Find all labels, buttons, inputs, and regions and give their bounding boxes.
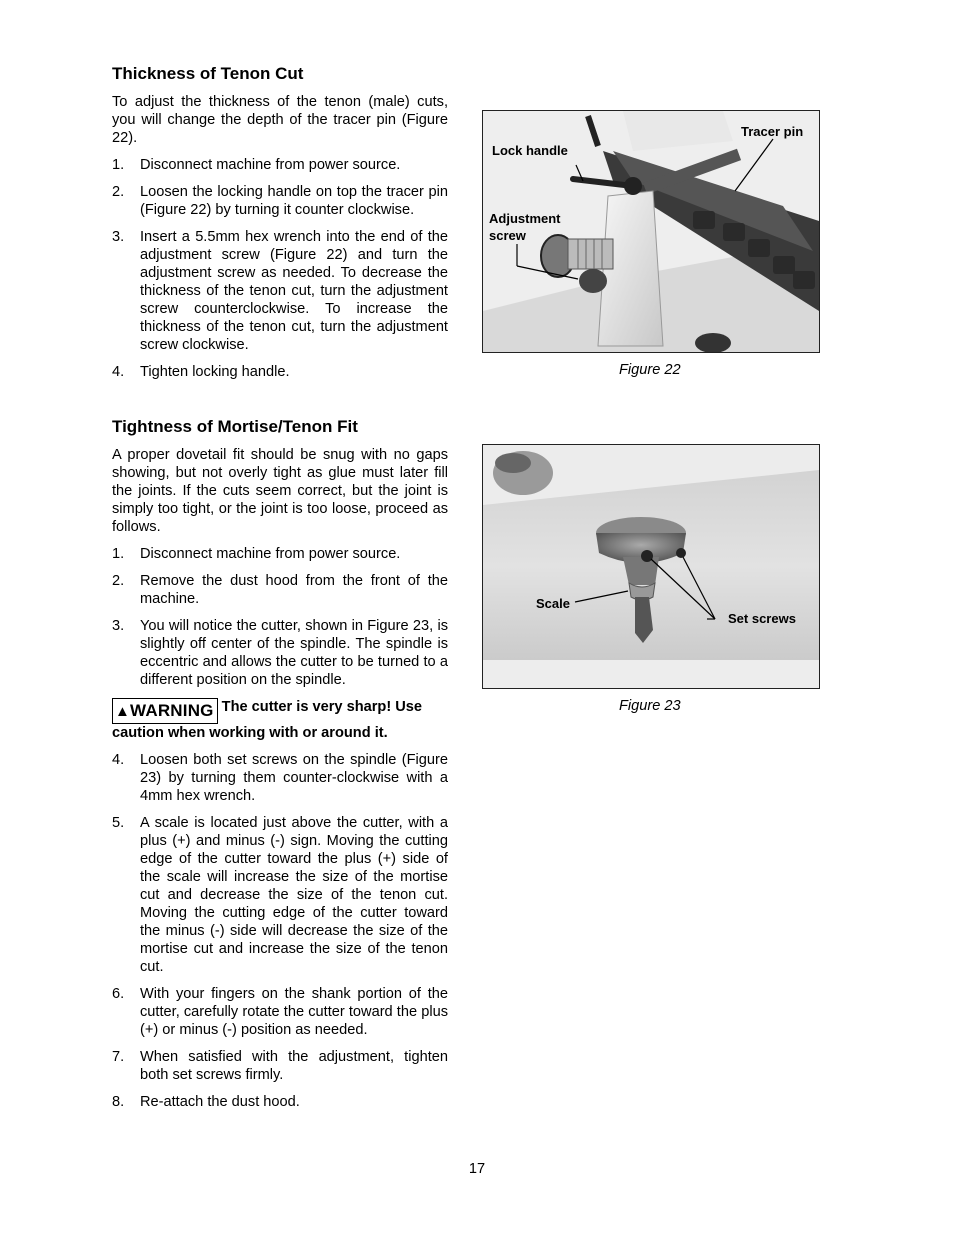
section-heading-fit: Tightness of Mortise/Tenon Fit: [112, 417, 358, 436]
list-item: 6. With your fingers on the shank portion of the cutter, carefully rotate the cutter toward the plus (+) or minus (-) position as needed.: [112, 986, 448, 1038]
list-item: 3. Insert a 5.5mm hex wrench into the end of the adjustment screw (Figure 22) and turn the adjustment screw as needed. To decrease the thickness of the tenon cut, turn the adjustment screw counterclockwise. To increase the thickness of the tenon cut, turn the adjustment screw clockwise.: [112, 229, 448, 353]
steps-list: [112, 156, 448, 381]
figure-22-image: [482, 110, 820, 353]
list-item: 1. Disconnect machine from power source.: [112, 157, 401, 173]
label-set-screws: Set screws: [728, 611, 796, 626]
list-item: 3. You will notice the cutter, shown in Figure 23, is slightly off center of the spindle. The spindle is eccentric and allows the cutter to be turned to a different position on the spindle.: [112, 618, 448, 688]
warning-block: [112, 698, 448, 742]
label-adjustment: Adjustment: [489, 211, 561, 226]
section-heading-tenon-thickness: Thickness of Tenon Cut: [112, 64, 304, 83]
list-item: 7. When satisfied with the adjustment, tighten both set screws firmly.: [112, 1049, 448, 1083]
page-number: 17: [468, 1161, 486, 1177]
steps-list: [112, 751, 448, 1111]
figure-22-caption: Figure 22: [619, 362, 681, 378]
list-item: 2. Loosen the locking handle on top the tracer pin (Figure 22) by turning it counter clockwise.: [112, 184, 448, 218]
figure-23-caption: Figure 23: [619, 698, 681, 714]
label-scale: Scale: [536, 596, 570, 611]
figure-23-illustration: [483, 445, 819, 688]
list-item: 2. Remove the dust hood from the front of the machine.: [112, 573, 448, 607]
intro-paragraph: To adjust the thickness of the tenon (male) cuts, you will change the depth of the tracer pin (Figure 22).: [112, 94, 448, 146]
list-item: 8. Re-attach the dust hood.: [112, 1094, 300, 1110]
list-item: 4. Loosen both set screws on the spindle (Figure 23) by turning them counter-clockwise with a 4mm hex wrench.: [112, 752, 448, 804]
section-body-fit: [112, 446, 448, 1120]
section-body-tenon-thickness: [112, 93, 448, 390]
steps-list: [112, 545, 448, 689]
label-lock-handle: Lock handle: [492, 143, 568, 158]
list-item: 5. A scale is located just above the cutter, with a plus (+) and minus (-) sign. Moving the cutting edge of the cutter toward the plus (+) side of the scale will increase the size of the mortise cut and decrease the size of the tenon cut. Moving the cutting edge of the cutter toward the minus (-) side will decrease the size of the mortise cut and increase the size of the tenon cut.: [112, 815, 448, 975]
warning-triangle-icon: ▲: [115, 703, 131, 720]
figure-23-image: [482, 444, 820, 689]
list-item: 1. Disconnect machine from power source.: [112, 546, 401, 562]
figure-22-illustration: [483, 111, 819, 352]
label-tracer-pin: Tracer pin: [741, 124, 804, 139]
warning-badge: ▲WARNING: [112, 698, 218, 724]
warning-text: The cutter is very sharp! Use caution when working with or around it.: [112, 699, 423, 741]
label-screw: screw: [489, 228, 526, 243]
intro-paragraph: A proper dovetail fit should be snug with no gaps showing, but not overly tight as glue must later fill the joints. If the cuts seem correct, but the joint is simply too tight, or the joint is too loose, proceed as follows.: [112, 447, 448, 535]
list-item: 4. Tighten locking handle.: [112, 364, 290, 380]
